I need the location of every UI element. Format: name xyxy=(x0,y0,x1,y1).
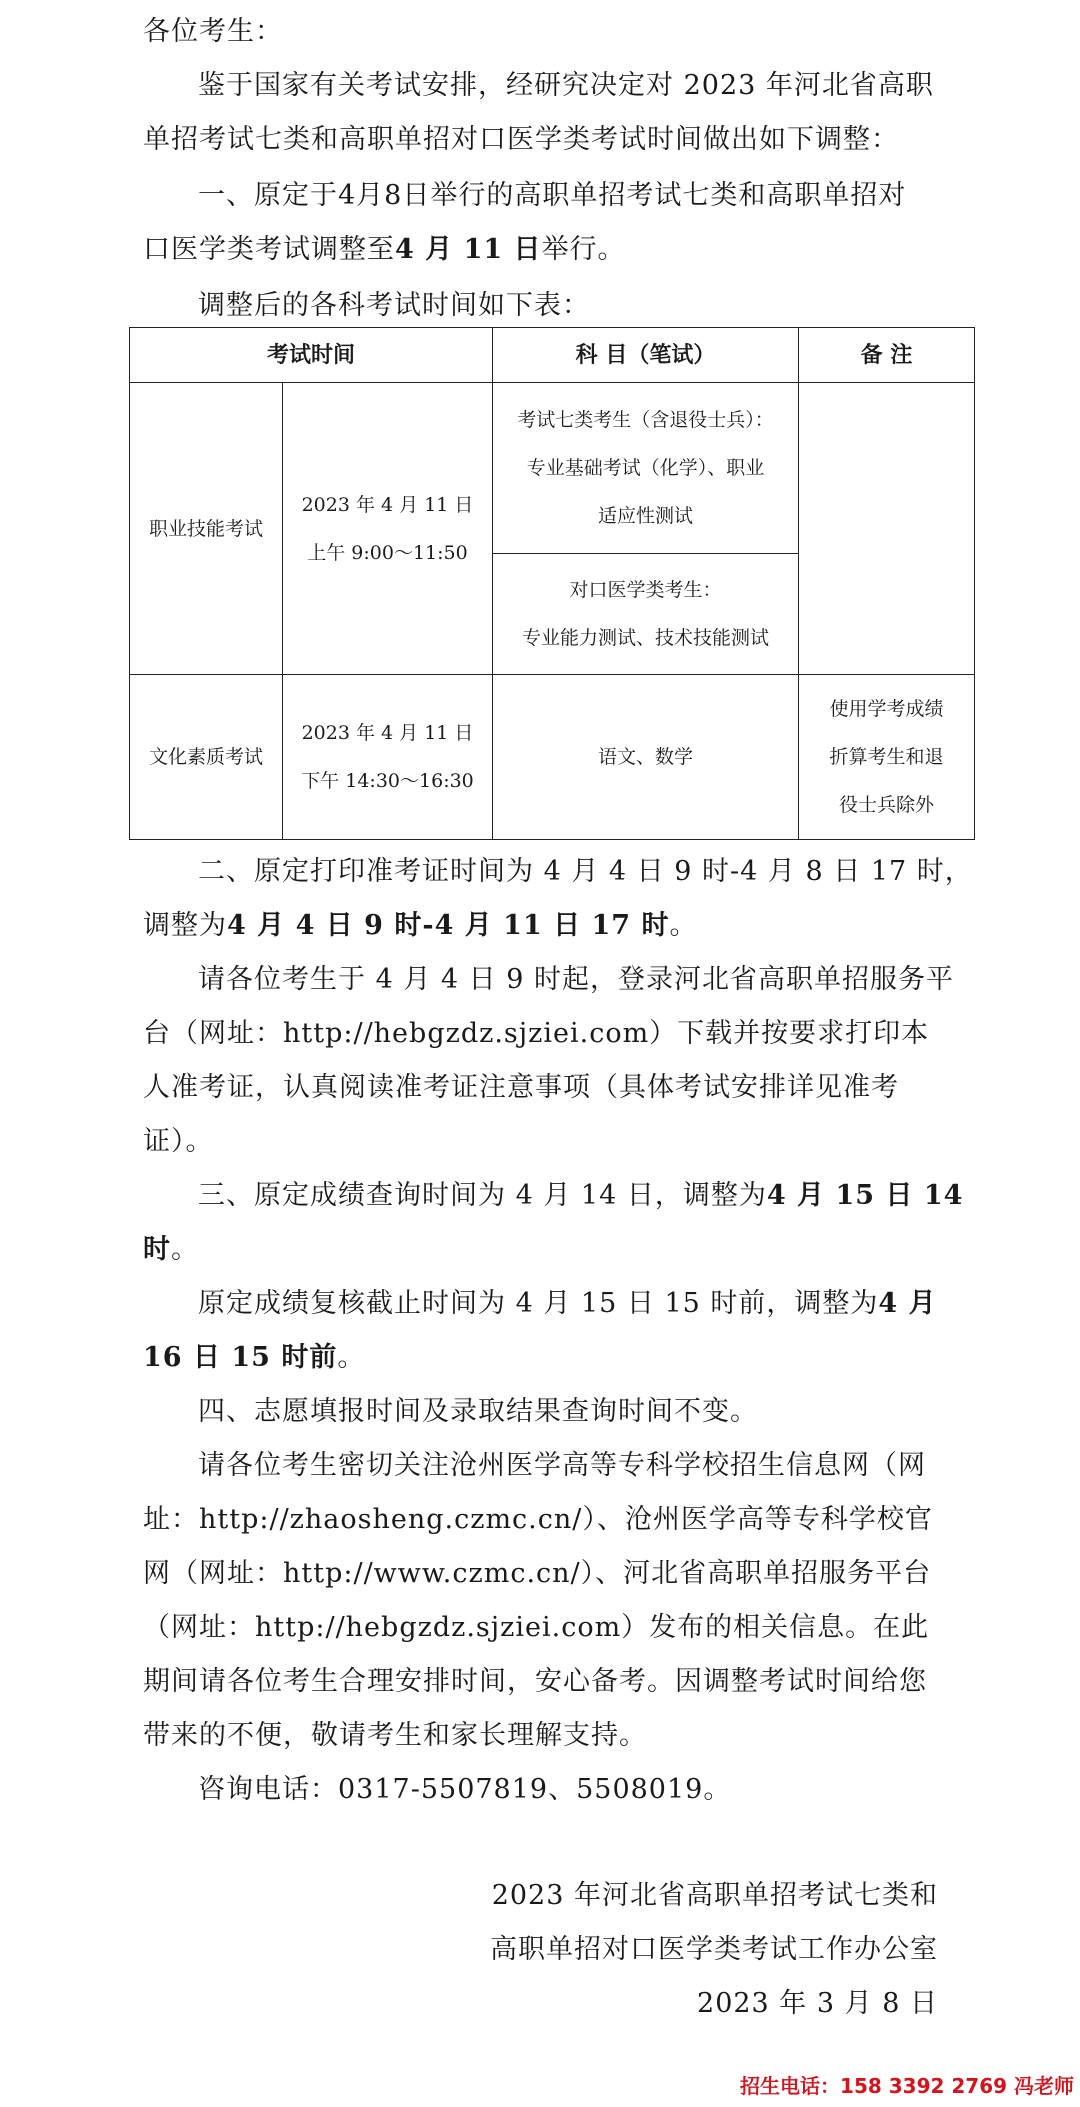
signature-date: 2023 年 3 月 8 日 xyxy=(697,1988,938,2019)
closing-line: 期间请各位考生合理安排时间，安心备考。因调整考试时间给您 xyxy=(143,1666,927,1697)
signature-org: 高职单招对口医学类考试工作办公室 xyxy=(490,1934,938,1965)
section2-para-line: 台（网址：http://hebgzdz.sjziei.com）下载并按要求打印本 xyxy=(143,1018,930,1049)
section2-line: 二、原定打印准考证时间为 4 月 4 日 9 时-4 月 8 日 17 时， xyxy=(198,856,973,887)
table-row xyxy=(130,383,975,554)
review-line: 原定成绩复核截止时间为 4 月 15 日 15 时前，调整为4 月 xyxy=(198,1288,937,1319)
closing-line: 带来的不便，敬请考生和家长理解支持。 xyxy=(143,1720,647,1751)
recruitment-phone-footer: 招生电话：158 3392 2769 冯老师 xyxy=(740,2074,1074,2098)
section3-line: 三、原定成绩查询时间为 4 月 14 日，调整为4 月 15 日 14 xyxy=(198,1180,964,1211)
section1-line: 一、原定于4月8日举行的高职单招考试七类和高职单招对 xyxy=(198,180,907,211)
greeting: 各位考生： xyxy=(143,16,283,47)
signature-org: 2023 年河北省高职单招考试七类和 xyxy=(491,1880,938,1911)
exam-time-cell: 2023 年 4 月 11 日 上午 9:00～11:50 xyxy=(283,383,493,675)
section2-para-line: 人准考证，认真阅读准考证注意事项（具体考试安排详见准考 xyxy=(143,1072,899,1103)
contact-phone: 咨询电话：0317-5507819、5508019。 xyxy=(198,1774,732,1805)
header-note: 备 注 xyxy=(799,328,975,383)
note-cell xyxy=(799,383,975,675)
section2-para-line: 证）。 xyxy=(143,1126,214,1157)
header-exam-time: 考试时间 xyxy=(130,328,493,383)
subject-cell: 对口医学类考生： 专业能力测试、技术技能测试 xyxy=(493,554,799,675)
table-header-row xyxy=(130,328,975,383)
new-print-window: 4 月 4 日 9 时-4 月 11 日 17 时 xyxy=(227,910,670,941)
closing-line: （网址：http://hebgzdz.sjziei.com）发布的相关信息。在此 xyxy=(143,1612,930,1643)
table-intro: 调整后的各科考试时间如下表： xyxy=(198,290,590,321)
subject-cell: 考试七类考生（含退役士兵）： 专业基础考试（化学）、职业 适应性测试 xyxy=(493,383,799,554)
closing-line: 请各位考生密切关注沧州医学高等专科学校招生信息网（网 xyxy=(198,1450,926,1481)
intro-line: 单招考试七类和高职单招对口医学类考试时间做出如下调整： xyxy=(143,124,899,155)
exam-category: 职业技能考试 xyxy=(130,383,283,675)
note-cell: 使用学考成绩 折算考生和退 役士兵除外 xyxy=(799,675,975,840)
new-exam-date: 4 月 11 日 xyxy=(395,234,542,265)
subject-cell: 语文、数学 xyxy=(493,675,799,840)
section2-line: 调整为4 月 4 日 9 时-4 月 11 日 17 时。 xyxy=(143,910,698,941)
exam-schedule-table xyxy=(129,327,975,840)
section1-line: 口医学类考试调整至4 月 11 日举行。 xyxy=(143,234,626,265)
section4-line: 四、志愿填报时间及录取结果查询时间不变。 xyxy=(198,1396,758,1427)
section3-line: 时。 xyxy=(143,1234,199,1265)
exam-category: 文化素质考试 xyxy=(130,675,283,840)
section2-para-line: 请各位考生于 4 月 4 日 9 时起，登录河北省高职单招服务平 xyxy=(198,964,955,995)
intro-line: 鉴于国家有关考试安排，经研究决定对 2023 年河北省高职 xyxy=(198,70,934,101)
exam-time-cell: 2023 年 4 月 11 日 下午 14:30～16:30 xyxy=(283,675,493,840)
header-subject: 科 目（笔试） xyxy=(493,328,799,383)
closing-line: 址：http://zhaosheng.czmc.cn/）、沧州医学高等专科学校官 xyxy=(143,1504,933,1535)
review-line: 16 日 15 时前。 xyxy=(143,1342,366,1373)
table-row xyxy=(130,675,975,840)
closing-line: 网（网址：http://www.czmc.cn/）、河北省高职单招服务平台 xyxy=(143,1558,932,1589)
